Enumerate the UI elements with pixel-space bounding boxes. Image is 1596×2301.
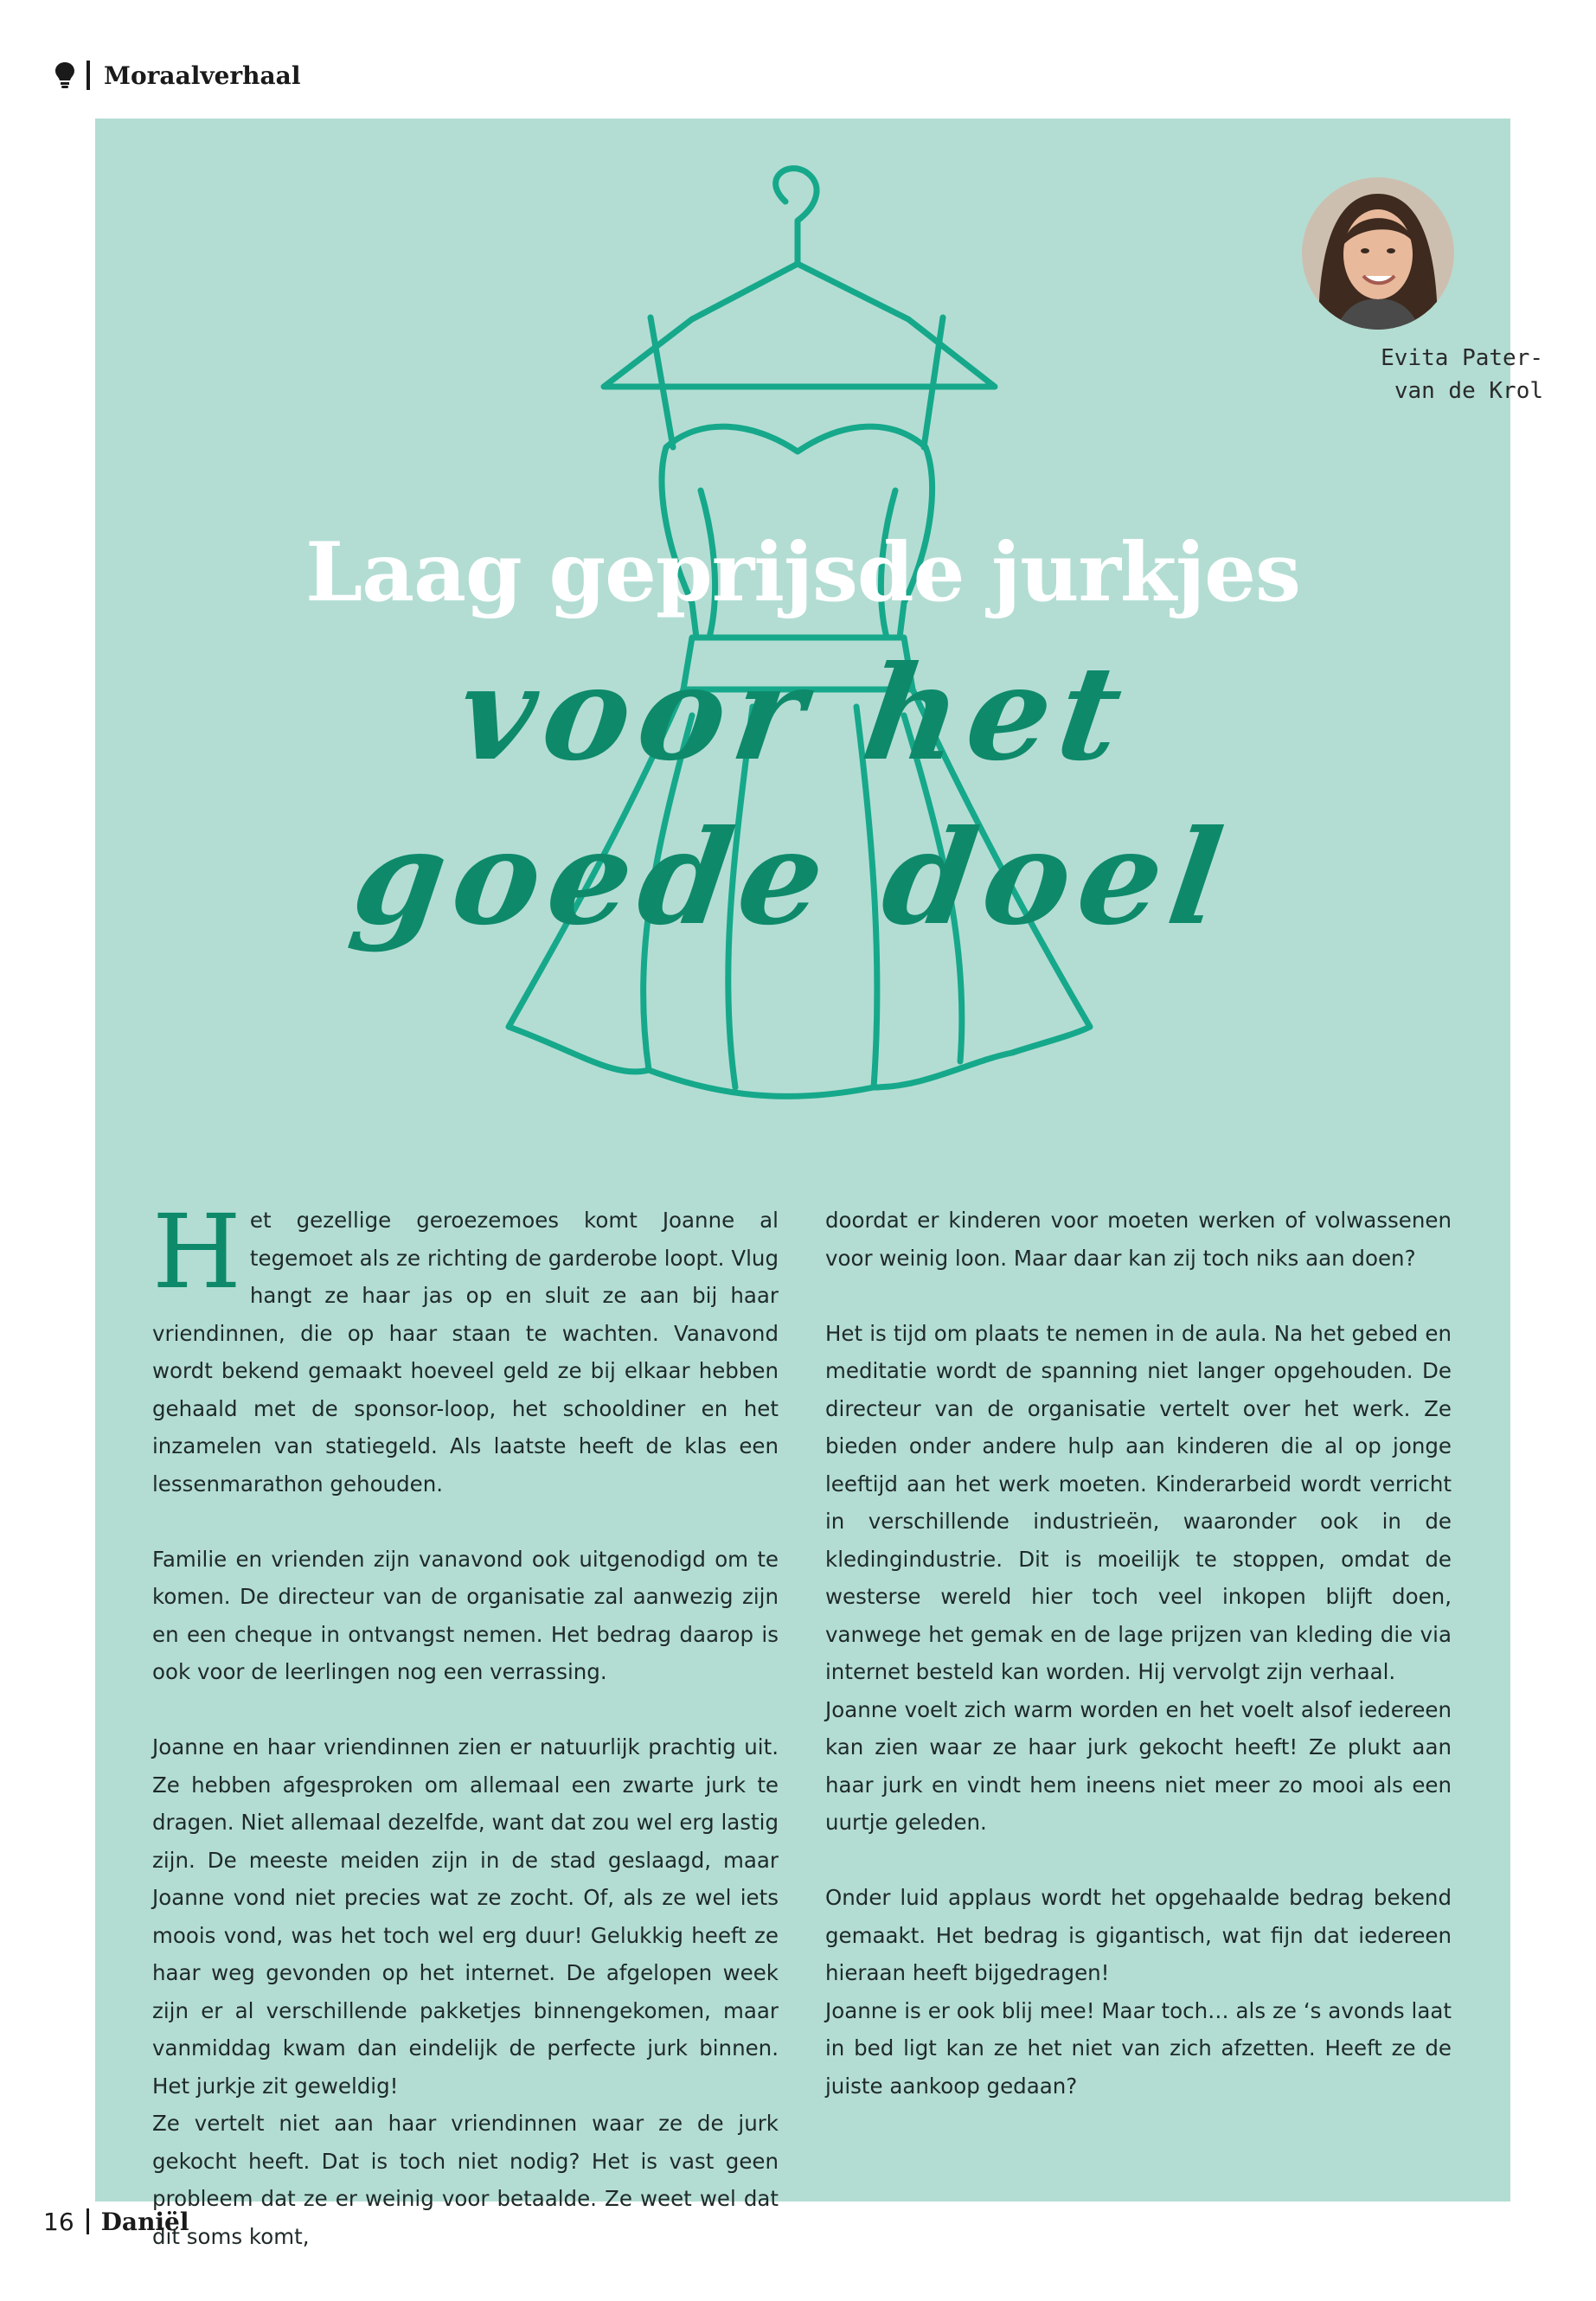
lightbulb-icon <box>54 61 76 90</box>
article-paragraph: Het is tijd om plaats te nemen in de aula. Na het gebed en meditatie wordt de spanning niet langer opgehouden. De directeur van de organisatie vertelt over het werk. Ze bieden onder andere hulp aan kinderen die al op jonge leeftijd aan het werk moeten. Kinderarbeid wordt verricht in verschillende industrieën, waaronder ook in de kledingindustrie. Dit is moeilijk te stoppen, omdat de westerse wereld hier toch veel inkopen blijft doen, vanwege het gemak en de lage prijzen van kleding die via internet besteld kan worden. Hij vervolgt zijn verhaal. <box>825 1320 1452 1684</box>
title-script-line1: voor het <box>449 638 1139 790</box>
section-header <box>54 54 300 97</box>
page-number: 16 <box>43 2207 74 2236</box>
author-avatar <box>1301 176 1455 330</box>
article-paragraph: doordat er kinderen voor moeten werken of volwassenen voor weinig loon. Maar daar kan zij toch niks aan doen? <box>825 1208 1452 1271</box>
section-label: Moraalverhaal <box>104 61 301 90</box>
title-script-line2: goede doel <box>343 802 1240 954</box>
article-column-left <box>152 1192 779 2255</box>
article-paragraph: Joanne en haar vriendinnen zien er natuurlijk prachtig uit. Ze hebben afgesproken om allemaal een zwarte jurk te dragen. Niet allemaal dezelfde, want dat zou wel erg lastig zijn. De meeste meiden zijn in de stad geslaagd, maar Joanne vond niet precies wat ze zocht. Of, als ze wel iets moois vond, was het toch wel erg duur! Gelukkig heeft ze haar weg gevonden op het internet. De afgelopen week zijn er al verschillende pakketjes binnengekomen, maar vanmiddag kwam dan eindelijk de perfecte jurk binnen. Het jurkje zit geweldig! <box>152 1734 779 2099</box>
article-paragraph: Ze vertelt niet aan haar vriendinnen waar ze de jurk gekocht heeft. Dat is toch niet nodig? Het is vast geen probleem dat ze er weinig voor betaalde. Ze weet wel dat dit soms komt, <box>152 2111 779 2249</box>
article-paragraph: Het gezellige geroezemoes komt Joanne al tegemoet als ze richting de garderobe loopt. Vlug hangt ze haar jas op en sluit ze aan bij haar vriendinnen, die op haar staan te wachten. Vanavond wordt bekend gemaakt hoeveel geld ze bij elkaar hebben gehaald met de sponsor-loop, het schooldiner en het inzamelen van statiegeld. Als laatste heeft de klas een lessenmarathon gehouden. <box>152 1192 779 1497</box>
article-paragraph: Familie en vrienden zijn vanavond ook uitgenodigd om te komen. De directeur van de organisatie zal aanwezig zijn en een cheque in ontvangst nemen. Het bedrag daarop is ook voor de leerlingen nog een verrassing. <box>152 1546 779 1684</box>
author-name: Evita Pater- van de Krol <box>1381 345 1543 404</box>
header-divider <box>87 61 90 90</box>
article-column-right <box>825 1202 1452 2105</box>
footer-divider <box>87 2208 89 2234</box>
title-main: Laag geprijsde jurkjes <box>305 525 1300 620</box>
page-footer <box>43 2204 189 2239</box>
article-paragraph: Joanne voelt zich warm worden en het voelt alsof iedereen kan zien waar ze haar jurk gekocht heeft! Ze plukt aan haar jurk en vindt hem ineens niet meer zo mooi als een uurtje geleden. <box>825 1696 1452 1835</box>
article-paragraph: Joanne is er ook blij mee! Maar toch… als ze ‘s avonds laat in bed ligt kan ze het niet van zich afzetten. Heeft ze de juiste aankoop gedaan? <box>825 1997 1452 2099</box>
article-paragraph: Onder luid applaus wordt het opgehaalde bedrag bekend gemaakt. Het bedrag is gigantisch, wat fijn dat iedereen hieraan heeft bijgedragen! <box>825 1885 1452 1985</box>
magazine-name: Daniël <box>100 2207 189 2236</box>
drop-cap: H <box>152 1192 241 1311</box>
